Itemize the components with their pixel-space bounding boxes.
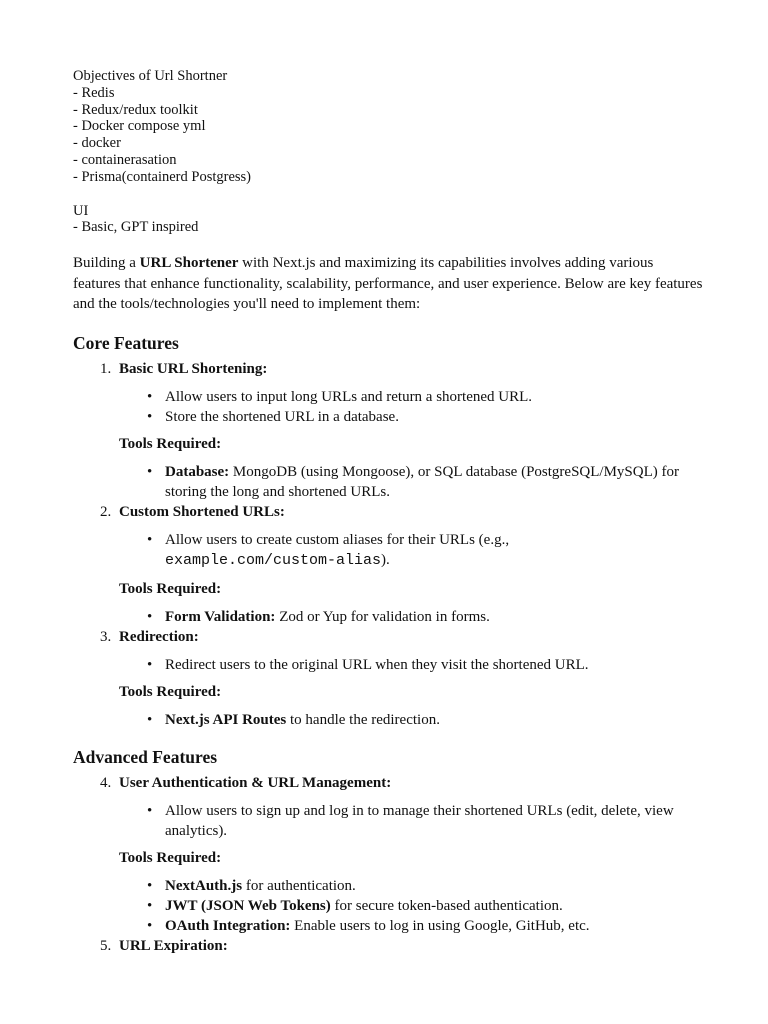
bullet-list	[73, 655, 703, 675]
tools-required-label: Tools Required:	[119, 849, 222, 866]
tools-required-label: Tools Required:	[119, 683, 222, 700]
tool-desc: to handle the redirection.	[286, 711, 440, 728]
tools-required-label: Tools Required:	[119, 435, 222, 452]
notes-line: - containerasation	[73, 151, 177, 168]
bullet-list	[73, 387, 703, 427]
bullet-icon: •	[147, 388, 153, 405]
item-title: Redirection:	[119, 628, 199, 645]
list-item	[73, 801, 703, 841]
feature-item	[73, 627, 703, 647]
tool-desc: MongoDB (using Mongoose), or SQL database (PostgreSQL/MySQL) for storing the long and shortened URLs.	[165, 463, 679, 500]
list-item	[73, 607, 703, 627]
intro-rest: with Next.js and maximizing its capabilities involves adding various features that enhance functionality, scalability, performance, and user experience. Below are key features and the tools/technologies you'll need to implement them:	[73, 255, 703, 313]
item-title: User Authentication & URL Management:	[119, 774, 392, 791]
bullet-icon: •	[147, 463, 153, 480]
document-page	[73, 68, 703, 956]
tool-desc: Zod or Yup for validation in forms.	[275, 608, 490, 625]
item-number: 5.	[100, 937, 112, 954]
bullet-icon: •	[147, 711, 153, 728]
code-example: example.com/custom-alias	[165, 551, 382, 569]
tool-desc: Enable users to log in using Google, GitHub, etc.	[290, 917, 590, 934]
intro-bold: URL Shortener	[139, 255, 239, 272]
advanced-features-heading: Advanced Features	[73, 746, 218, 767]
tool-name: OAuth Integration:	[165, 917, 291, 934]
tool-name: Form Validation:	[165, 608, 276, 625]
tools-list	[73, 462, 703, 502]
bullet-icon: •	[147, 608, 153, 625]
list-item	[73, 462, 703, 502]
item-title: Custom Shortened URLs:	[119, 503, 285, 520]
ui-notes-line: - Basic, GPT inspired	[73, 219, 199, 236]
bullet-list	[73, 530, 703, 571]
intro-prefix: Building a	[73, 255, 140, 272]
notes-line: - Redis	[73, 84, 115, 101]
item-title: URL Expiration:	[119, 937, 228, 954]
bullet-icon: •	[147, 531, 153, 548]
item-number: 1.	[100, 360, 112, 377]
tool-name: Database:	[165, 463, 230, 480]
tool-name: Next.js API Routes	[165, 711, 287, 728]
list-item	[73, 655, 703, 675]
feature-item	[73, 773, 703, 793]
list-item-text: Store the shortened URL in a database.	[165, 408, 399, 425]
objectives-notes	[73, 68, 703, 236]
feature-item	[73, 936, 703, 956]
notes-line: - Docker compose yml	[73, 118, 206, 135]
ui-notes-line: UI	[73, 202, 89, 219]
list-item-suffix: ).	[381, 551, 390, 568]
list-item	[73, 916, 703, 936]
item-number: 3.	[100, 628, 112, 645]
bullet-icon: •	[147, 897, 153, 914]
tools-required-label: Tools Required:	[119, 580, 222, 597]
bullet-icon: •	[147, 917, 153, 934]
list-item-text: Allow users to input long URLs and return a shortened URL.	[165, 388, 533, 405]
list-item-text: Allow users to create custom aliases for their URLs (e.g.,	[165, 531, 510, 548]
intro-paragraph	[73, 253, 703, 315]
tools-list	[73, 607, 703, 627]
bullet-icon: •	[147, 408, 153, 425]
bullet-icon: •	[147, 656, 153, 673]
bullet-icon: •	[147, 877, 153, 894]
list-item	[73, 710, 703, 730]
item-title: Basic URL Shortening:	[119, 360, 268, 377]
notes-line: - Redux/redux toolkit	[73, 101, 198, 118]
list-item	[73, 530, 703, 571]
tool-desc: for authentication.	[242, 877, 356, 894]
list-item-text: Redirect users to the original URL when they visit the shortened URL.	[165, 656, 589, 673]
notes-line: - docker	[73, 135, 121, 152]
list-item	[73, 896, 703, 916]
bullet-list	[73, 801, 703, 841]
tool-desc: for secure token-based authentication.	[330, 897, 563, 914]
feature-item	[73, 502, 703, 522]
list-item	[73, 387, 703, 407]
tools-list	[73, 710, 703, 730]
tools-list	[73, 876, 703, 936]
list-item	[73, 876, 703, 896]
feature-item	[73, 359, 703, 379]
item-number: 4.	[100, 774, 112, 791]
notes-line: - Prisma(containerd Postgress)	[73, 168, 251, 185]
item-number: 2.	[100, 503, 112, 520]
bullet-icon: •	[147, 802, 153, 819]
list-item-text: Allow users to sign up and log in to manage their shortened URLs (edit, delete, view analytics).	[165, 802, 674, 839]
list-item	[73, 407, 703, 427]
core-features-heading: Core Features	[73, 332, 179, 353]
notes-line: Objectives of Url Shortner	[73, 68, 228, 84]
tool-name: JWT (JSON Web Tokens)	[165, 897, 331, 914]
tool-name: NextAuth.js	[165, 877, 243, 894]
